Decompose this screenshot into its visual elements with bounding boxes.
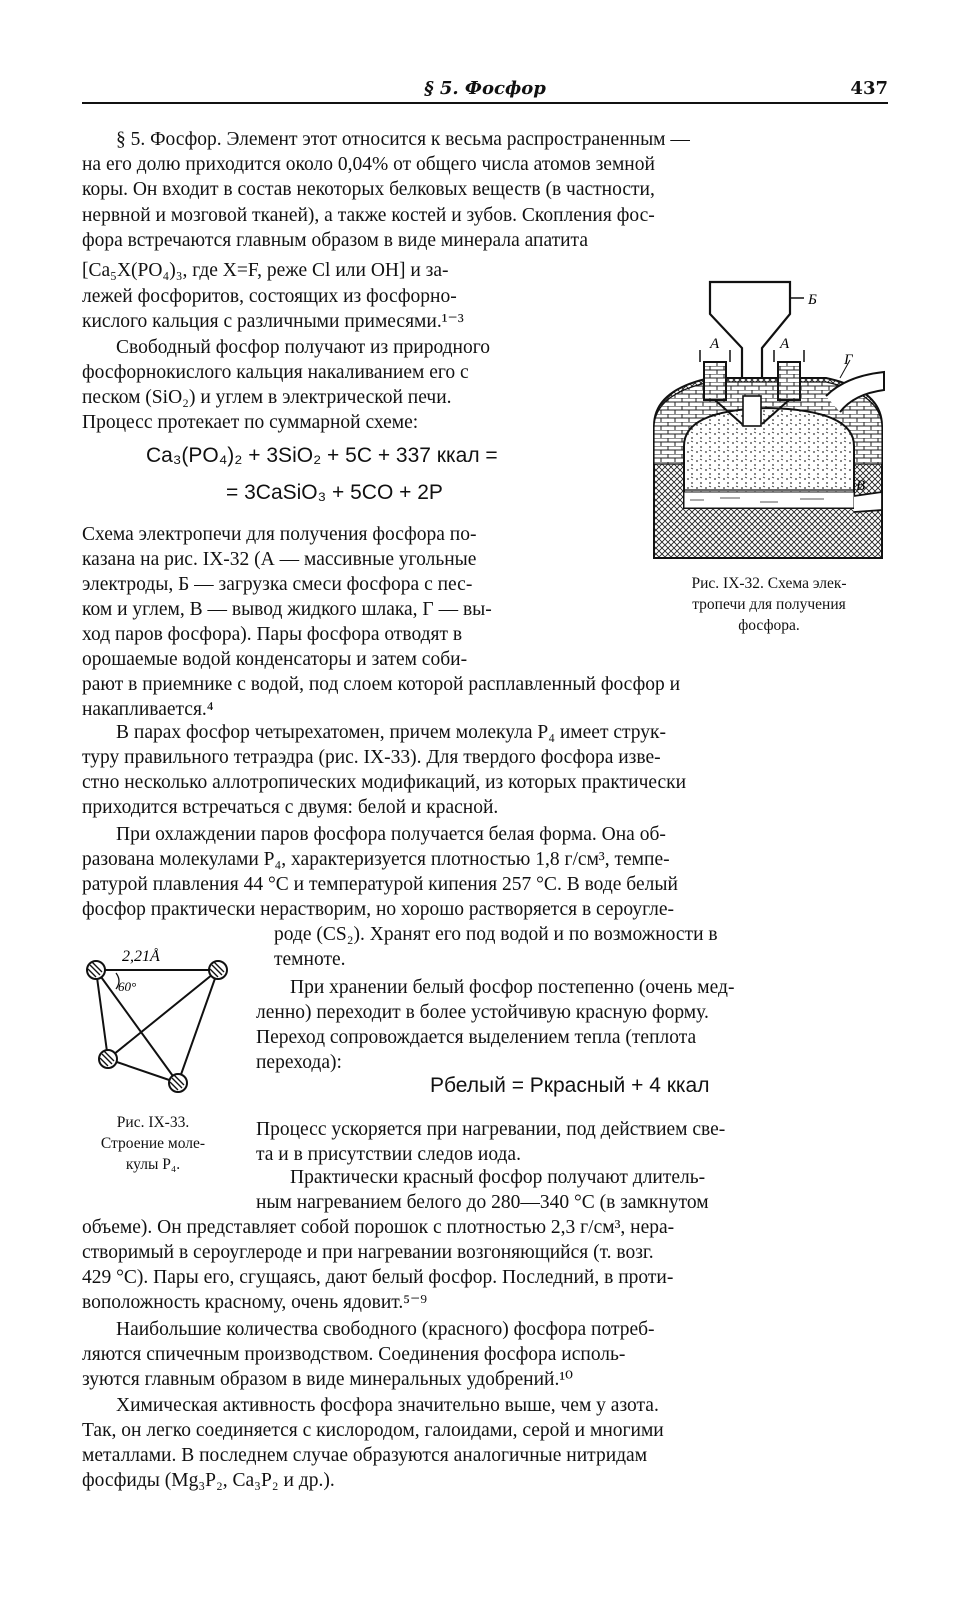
text-line: туру правильного тетраэдра (рис. IX-33). Для твердого фосфора изве- (82, 747, 661, 768)
running-header (82, 78, 888, 104)
text-line: Наибольшие количества свободного (красного) фосфора потреб- (116, 1319, 655, 1340)
text-line: зуются главным образом в виде минеральных удобрений.¹⁰ (82, 1369, 573, 1390)
caption-line: Строение моле- (100, 1135, 206, 1152)
label-a-left: А (710, 336, 720, 352)
text-line: фосфиды (Mg₃P₂, Ca₃P₂ и др.). (82, 1470, 335, 1491)
text-line: рают в приемнике с водой, под слоем которой расплавленный фосфор и (82, 674, 681, 695)
text-line: нервной и мозговой тканей), а также костей и зубов. Скопления фос- (82, 205, 655, 226)
text-line: [Ca₅X(PO₄)₃, где X=F, реже Cl или OH] и за- (82, 260, 449, 281)
text-line: В парах фосфор четырехатомен, причем молекула P₄ имеет струк- (116, 722, 666, 743)
text-line: казана на рис. IX-32 (А — массивные угольные (82, 549, 477, 570)
reaction-equation: = 3CaSiO₃ + 5CO + 2P (226, 481, 443, 504)
text-line: роде (CS₂). Хранят его под водой и по возможности в (274, 924, 718, 945)
text-line: ленно) переходит в более устойчивую красную форму. (256, 1002, 709, 1023)
label-v: В (856, 478, 866, 494)
text-line: ным нагреванием белого до 280—340 °C (в замкнутом (256, 1192, 709, 1213)
caption-line: тропечи для получения (692, 596, 846, 613)
text-line: створимый в сероуглероде и при нагревании возгоняющийся (т. возг. (82, 1242, 654, 1263)
text-line: металлами. В последнем случае образуются аналогичные нитридам (82, 1445, 648, 1466)
figure-caption (70, 1112, 236, 1175)
p4-tetrahedron-diagram (78, 935, 248, 1105)
text-line: ком и углем, В — вывод жидкого шлака, Г — вы- (82, 599, 492, 620)
label-g: Г (844, 352, 853, 368)
text-line: фосфор практически нерастворим, но хорошо растворяется в сероугле- (82, 899, 674, 920)
label-b: Б (808, 292, 817, 308)
text-line: Переход сопровождается выделением тепла (теплота (256, 1027, 697, 1048)
caption-line: Рис. IX-32. Схема элек- (691, 575, 847, 592)
label-a-right: А (780, 336, 790, 352)
text-line: разована молекулами P₄, характеризуется плотностью 1,8 г/см³, темпе- (82, 849, 670, 870)
text-line: Так, он легко соединяется с кислородом, галоидами, серой и многими (82, 1420, 664, 1441)
text-line: объеме). Он представляет собой порошок с плотностью 2,3 г/см³, нера- (82, 1217, 675, 1238)
text-line: приходится встречаться с двумя: белой и красной. (82, 797, 499, 818)
text-line: ратурой плавления 44 °C и температурой кипения 257 °C. В воде белый (82, 874, 678, 895)
text-line: накапливается.⁴ (82, 699, 214, 720)
text-line: При хранении белый фосфор постепенно (очень мед- (290, 977, 735, 998)
caption-line: кулы P₄. (125, 1156, 181, 1173)
text-line: Химическая активность фосфора значительно выше, чем у азота. (116, 1395, 659, 1416)
text-line: орошаемые водой конденсаторы и затем соби- (82, 649, 468, 670)
text-line: на его долю приходится около 0,04% от общего числа атомов земной (82, 154, 655, 175)
page-number: 437 (850, 78, 888, 99)
text-line: Схема электропечи для получения фосфора по- (82, 524, 477, 545)
caption-line: Рис. IX-33. (116, 1114, 190, 1131)
text-line: фора встречаются главным образом в виде минерала апатита (82, 230, 588, 251)
text-line: электроды, Б — загрузка смеси фосфора с пес- (82, 574, 473, 595)
text-line: Практически красный фосфор получают длитель- (290, 1167, 706, 1188)
slag-outlet-pipe (854, 492, 882, 512)
text-line: та и в присутствии следов иода. (256, 1144, 521, 1165)
text-line: Процесс протекает по суммарной схеме: (82, 412, 419, 433)
caption-line: фосфора. (738, 617, 800, 634)
text-line: 429 °C). Пары его, сгущаясь, дают белый фосфор. Последний, в проти- (82, 1267, 674, 1288)
electrode-right (778, 362, 800, 400)
angle-label: 60° (118, 979, 137, 994)
reaction-equation: Ca₃(PO₄)₂ + 3SiO₂ + 5C + 337 ккал = (146, 444, 498, 467)
text-line: стно несколько аллотропических модификаций, из которых практически (82, 772, 687, 793)
bond-length-label: 2,21Å (122, 948, 160, 965)
text-line: перехода): (256, 1052, 342, 1073)
text-line: воположность красному, очень ядовит.⁵⁻⁹ (82, 1292, 428, 1313)
electrode-left (704, 362, 726, 400)
text-line: § 5. Фосфор. Элемент этот относится к весьма распространенным — (116, 129, 690, 150)
text-line: фосфорнокислого кальция накаливанием его с (82, 362, 469, 383)
text-line: Свободный фосфор получают из природного (116, 337, 491, 358)
text-line: лежей фосфоритов, состоящих из фосфорно- (82, 286, 457, 307)
text-line: коры. Он входит в состав некоторых белковых веществ (в частности, (82, 179, 655, 200)
section-title: § 5. Фосфор (424, 78, 546, 99)
text-line: ляются спичечным производством. Соединения фосфора исполь- (82, 1344, 626, 1365)
text-line: кислого кальция с различными примесями.¹⁻³ (82, 311, 464, 332)
text-line: ход паров фосфора). Пары фосфора отводят в (82, 624, 463, 645)
text-line: темноте. (274, 949, 346, 970)
text-line: Процесс ускоряется при нагревании, под действием све- (256, 1119, 726, 1140)
furnace-diagram (650, 278, 886, 568)
text-line: песком (SiO₂) и углем в электрической печи. (82, 387, 452, 408)
transition-equation: Pбелый = Pкрасный + 4 ккал (430, 1074, 710, 1097)
text-line: При охлаждении паров фосфора получается белая форма. Она об- (116, 824, 666, 845)
figure-caption (646, 573, 892, 636)
